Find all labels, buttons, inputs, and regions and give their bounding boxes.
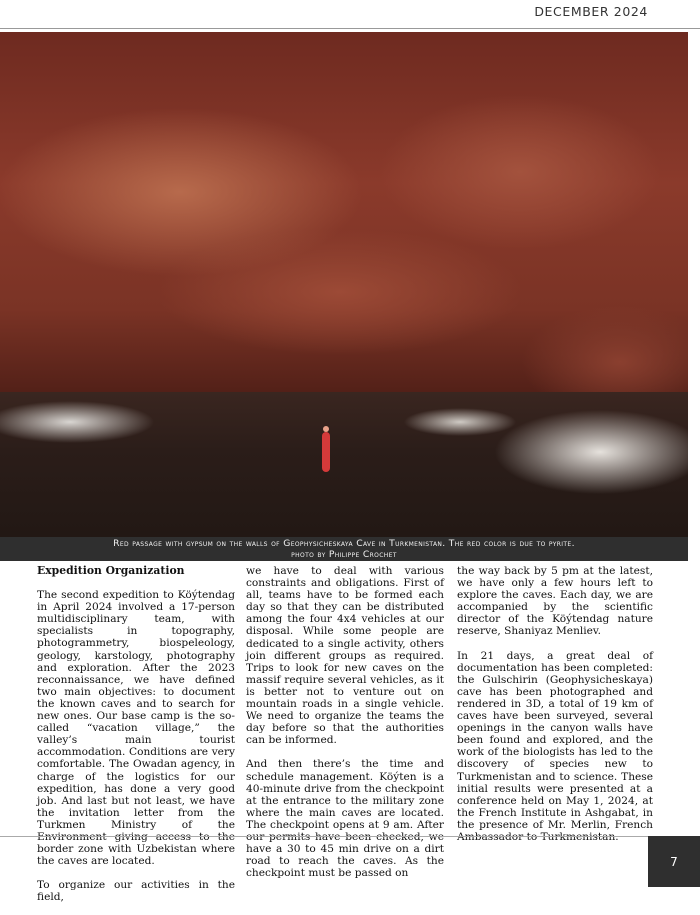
paragraph: the way back by 5 pm at the latest, we have only a few hours left to explore the caves. Each day, we are accompanied by the scientific director of the Köýtendag nature reserve, Shaniyaz Menliev. [457,565,653,638]
article-column-1 [37,565,235,915]
page-header [0,0,700,30]
article-column-3 [457,565,653,855]
paragraph: The second expedition to Köýtendag in April 2024 involved a 17-person multidisciplinary team, with specialists in topography, photogrammetry, biospeleology, geology, karstology, photography and exploration. After the 2023 reconnaissance, we have defined two main objectives: to document the known caves and to search for new ones. Our base camp is the so-called “vacation village,” the valley’s main tourist accommodation. Conditions are very comfortable. The Owadan agency, in charge of the logistics for our expedition, has done a very good job. And last but not least, we have the invitation letter from the Turkmen Ministry of the border zone with Uzbekistan where the caves are located. [37,589,235,868]
photo-caption [0,537,688,561]
paragraph: And then there’s the time and schedule management. Köýten is a 40-minute drive from the checkpoint at the entrance to the military zone where the main caves are located. The checkpoint opens at 9 am. After have a 30 to 45 min drive on a dirt road to reach the caves. As the checkpoint must be passed on [246,758,444,880]
photo-credit: photo by Philippe Crochet [291,549,397,560]
caver-figure [322,432,330,472]
cave-floor-gypsum [0,392,688,537]
header-rule [0,28,700,29]
cave-photo [0,32,688,537]
paragraph: To organize our activities in the field, [37,879,235,904]
page-number: 7 [648,836,700,887]
footer-rule [0,836,648,837]
section-title: Expedition Organization [37,564,185,577]
article-column-2 [246,565,444,891]
caption-text: Red passage with gypsum on the walls of Geophysicheskaya Cave in Turkmenistan. The red color is due to pyrite. [113,538,575,549]
issue-date: DECEMBER 2024 [534,4,648,19]
paragraph: we have to deal with various constraints and obligations. First of all, teams have to be formed each day so that they can be distributed among the four 4x4 vehicles at our disposal. While some people are dedicated to a single activity, others join different groups as required. Trips to look for new caves on the massif require several vehicles, as it is better not to venture out on mountain roads in a single vehicle. We need to organize the teams the day before so that the authorities can be informed. [246,565,444,747]
paragraph: In 21 days, a great deal of documentation has been completed: the Gulschirin (Geophysicheskaya) cave has been photographed and rendered in 3D, a total of 19 km of caves have been surveyed, several openings in the canyon walls have been found and explored, and the work of the biologists has led to the discovery of species new to Turkmenistan and to science. These initial results were presented at a conference held on May 1, 2024, at the French Institute in Ashgabat, in the presence of Mr. Merlin, French [457,649,653,831]
